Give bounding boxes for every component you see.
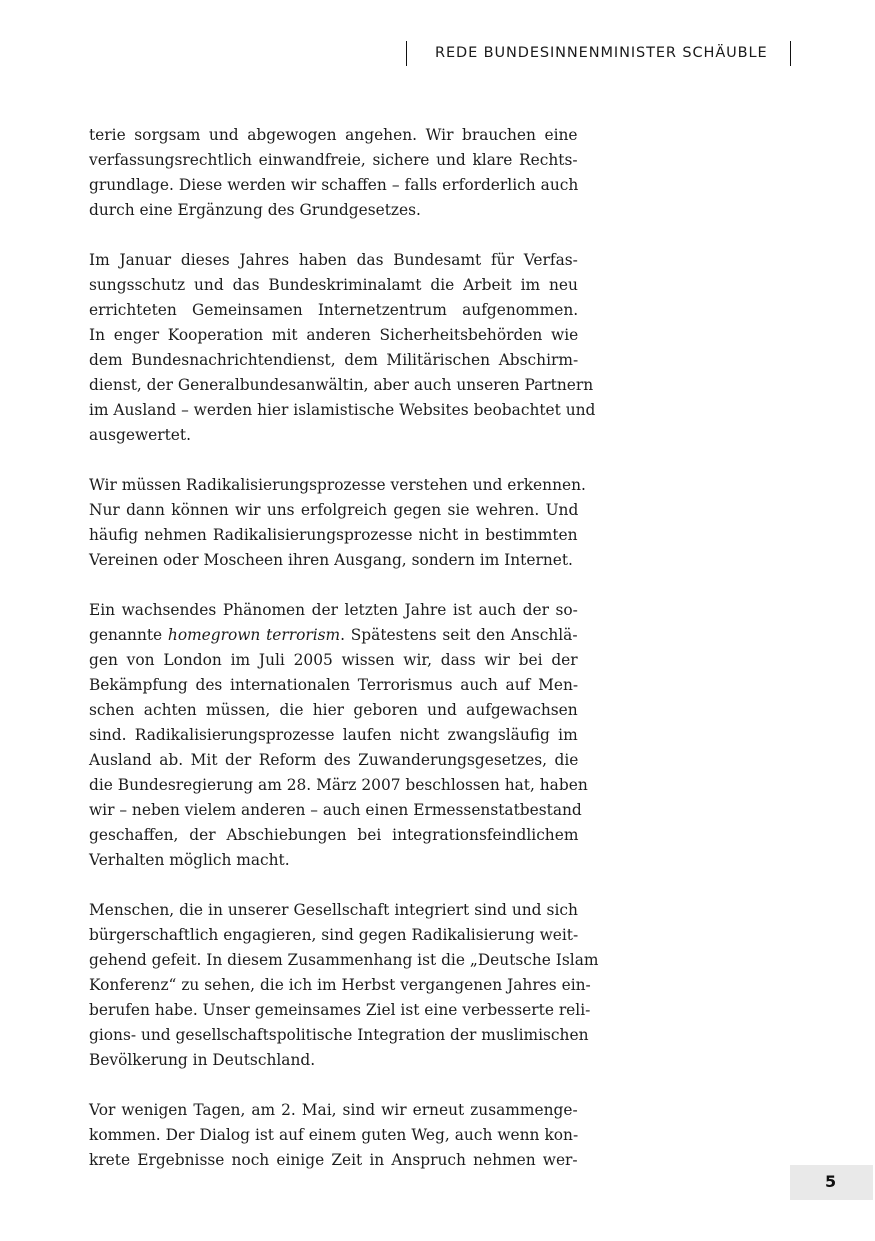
text-segment: . Spätestens seit den Anschlä-	[340, 626, 578, 644]
text-line: dem Bundesnachrichtendienst, dem Militärischen Abschirm-	[89, 351, 579, 369]
text-line: Menschen, die in unserer Gesellschaft integriert sind und sich	[89, 901, 578, 919]
text-line: gen von London im Juli 2005 wissen wir, dass wir bei der	[89, 651, 578, 669]
text-line: kommen. Der Dialog ist auf einem guten Weg, auch wenn kon-	[89, 1126, 579, 1144]
text-line: Ein wachsendes Phänomen der letzten Jahre ist auch der so-	[89, 601, 578, 619]
text-line: grundlage. Diese werden wir schaffen – falls erforderlich auch	[89, 176, 579, 194]
text-line-with-italic	[89, 623, 578, 648]
paragraph-1	[89, 123, 578, 223]
page-number: 5	[825, 1172, 837, 1191]
text-line: sind. Radikalisierungsprozesse laufen nicht zwangsläufig im	[89, 726, 578, 744]
text-line: terie sorgsam und abgewogen angehen. Wir brauchen eine	[89, 126, 578, 144]
paragraph-3	[89, 473, 586, 573]
page-number-box	[790, 1165, 873, 1200]
text-line: Vor wenigen Tagen, am 2. Mai, sind wir erneut zusammenge-	[89, 1101, 578, 1119]
text-line: bürgerschaftlich engagieren, sind gegen Radikalisierung weit-	[89, 926, 579, 944]
text-line: durch eine Ergänzung des Grundgesetzes.	[89, 201, 421, 219]
text-segment: genannte	[89, 626, 168, 644]
text-line: im Ausland – werden hier islamistische Websites beobachtet und	[89, 401, 596, 419]
text-line: dienst, der Generalbundesanwältin, aber auch unseren Partnern	[89, 376, 594, 394]
text-line: Im Januar dieses Jahres haben das Bundesamt für Verfas-	[89, 251, 578, 269]
paragraph-2	[89, 248, 596, 448]
text-line: Nur dann können wir uns erfolgreich gegen sie wehren. Und	[89, 501, 579, 519]
text-line: In enger Kooperation mit anderen Sicherheitsbehörden wie	[89, 326, 579, 344]
text-line: errichteten Gemeinsamen Internetzentrum aufgenommen.	[89, 301, 579, 319]
text-line: sungsschutz und das Bundeskriminalamt die Arbeit im neu	[89, 276, 578, 294]
header-title: REDE BUNDESINNENMINISTER SCHÄUBLE	[435, 45, 768, 61]
text-line: krete Ergebnisse noch einige Zeit in Anspruch nehmen wer-	[89, 1151, 578, 1169]
text-line: schen achten müssen, die hier geboren und aufgewachsen	[89, 701, 578, 719]
text-line: verfassungsrechtlich einwandfreie, sichere und klare Rechts-	[89, 151, 578, 169]
paragraph-5	[89, 898, 599, 1073]
body-text	[89, 123, 599, 1198]
text-line: Vereinen oder Moscheen ihren Ausgang, sondern im Internet.	[89, 551, 573, 569]
text-line: berufen habe. Unser gemeinsames Ziel ist eine verbesserte reli-	[89, 1001, 591, 1019]
text-line: Wir müssen Radikalisierungsprozesse verstehen und erkennen.	[89, 476, 586, 494]
text-line: wir – neben vielem anderen – auch einen Ermessenstatbestand	[89, 801, 582, 819]
text-line: ausgewertet.	[89, 426, 191, 444]
text-line: Konferenz“ zu sehen, die ich im Herbst vergangenen Jahres ein-	[89, 976, 591, 994]
running-header	[406, 41, 791, 66]
paragraph-6	[89, 1098, 578, 1173]
text-line: Verhalten möglich macht.	[89, 851, 290, 869]
text-line: die Bundesregierung am 28. März 2007 beschlossen hat, haben	[89, 776, 588, 794]
italic-term: homegrown terrorism	[167, 626, 341, 644]
text-line: gions- und gesellschaftspolitische Integration der muslimischen	[89, 1026, 589, 1044]
text-line: Bekämpfung des internationalen Terrorismus auch auf Men-	[89, 676, 579, 694]
text-line: Bevölkerung in Deutschland.	[89, 1051, 316, 1069]
text-line: geschaffen, der Abschiebungen bei integrationsfeindlichem	[89, 826, 579, 844]
text-line: gehend gefeit. In diesem Zusammenhang ist die „Deutsche Islam	[89, 951, 599, 969]
text-line: häufig nehmen Radikalisierungsprozesse nicht in bestimmten	[89, 526, 578, 544]
text-line: Ausland ab. Mit der Reform des Zuwanderungsgesetzes, die	[89, 751, 579, 769]
paragraph-4	[89, 598, 588, 873]
